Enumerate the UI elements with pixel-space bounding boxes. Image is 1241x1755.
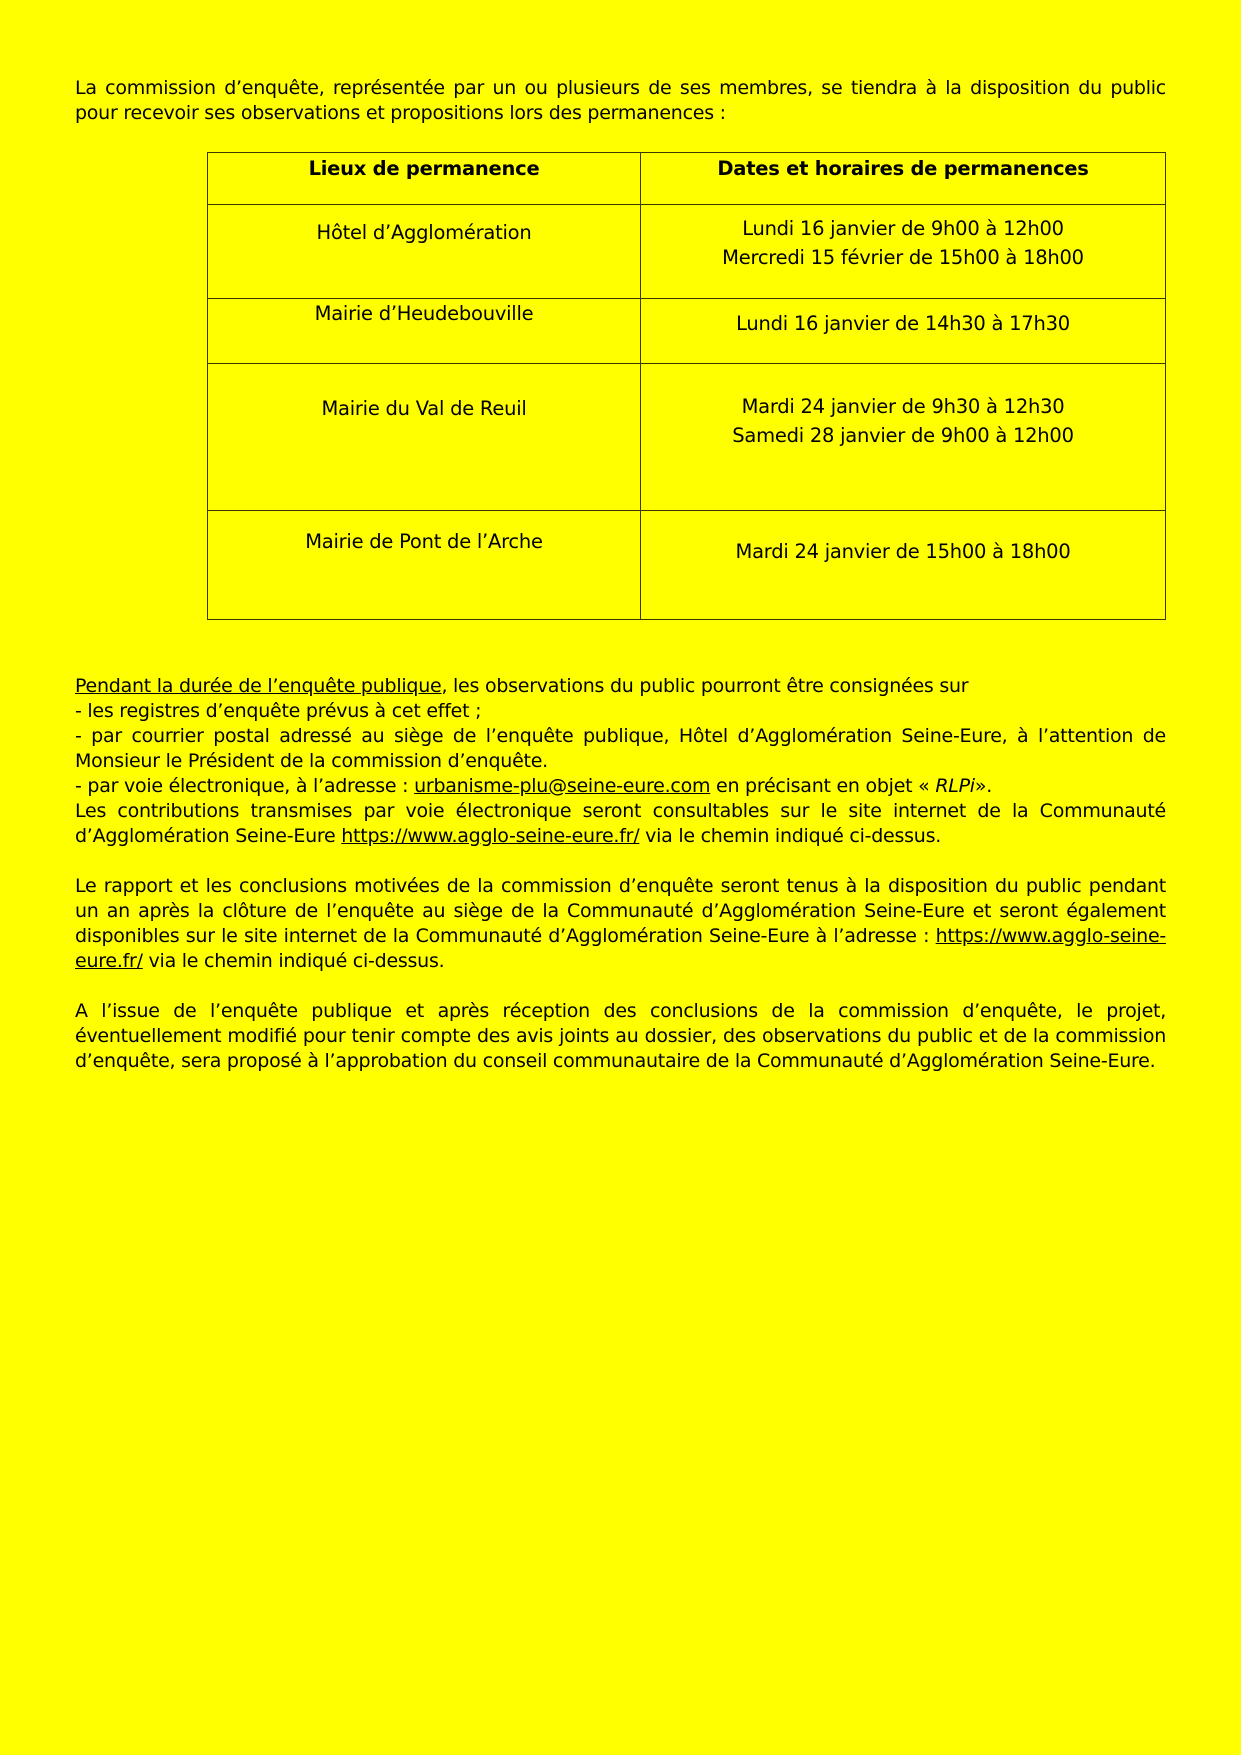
header-lieux: Lieux de permanence xyxy=(208,153,641,205)
dates-cell xyxy=(641,511,1166,620)
email-link[interactable]: urbanisme-plu@seine-eure.com xyxy=(414,775,711,797)
place-cell: Mairie d’Heudebouville xyxy=(208,299,641,364)
table-row xyxy=(208,364,1166,511)
table-row xyxy=(208,511,1166,620)
conclusion-paragraph: A l’issue de l’enquête publique et après réception des conclusions de la commission d’enquête, le projet, éventuellement modifié pour tenir compte des avis joints au dossier, des observations du public et de la commission d’enquête, sera proposé à l’approbation du conseil communautaire de la Communauté d’Agglomération Seine-Eure. xyxy=(75,1000,1166,1072)
dates-cell xyxy=(641,364,1166,511)
intro-paragraph: La commission d’enquête, représentée par un ou plusieurs de ses membres, se tiendra à la disposition du public pour recevoir ses observations et propositions lors des permanences : xyxy=(75,77,1166,124)
observations-lead xyxy=(75,674,1166,699)
permanence-table xyxy=(207,152,1166,620)
website-link[interactable]: https://www.agglo-seine-eure.fr/ xyxy=(341,825,640,847)
report-paragraph xyxy=(75,874,1166,974)
item3-object: RLPi xyxy=(935,775,975,797)
place-cell: Mairie du Val de Reuil xyxy=(208,364,641,511)
document-page xyxy=(75,76,1166,1074)
table-header-row xyxy=(208,153,1166,205)
place-cell: Hôtel d’Agglomération xyxy=(208,205,641,299)
date-line: Mercredi 15 février de 15h00 à 18h00 xyxy=(722,246,1084,269)
dates-cell xyxy=(641,299,1166,364)
contrib-after: via le chemin indiqué ci-dessus. xyxy=(639,825,942,847)
contrib-before: Les contributions transmises par voie électronique seront consultables sur le site internet de la Communauté d’Agglomération Seine-Eure xyxy=(75,800,1166,847)
item3-middle: en précisant en objet « xyxy=(710,775,936,797)
report-after: via le chemin indiqué ci-dessus. xyxy=(142,950,445,972)
header-dates: Dates et horaires de permanences xyxy=(641,153,1166,205)
date-line: Samedi 28 janvier de 9h00 à 12h00 xyxy=(732,424,1074,447)
observation-item-electronique xyxy=(75,774,1166,799)
date-line: Lundi 16 janvier de 14h30 à 17h30 xyxy=(736,312,1070,335)
item3-end: ». xyxy=(974,775,993,797)
report-website-link[interactable]: https://www.agglo-seine-eure.fr/ xyxy=(75,925,1166,972)
observations-lead-underlined: Pendant la durée de l’enquête publique xyxy=(75,675,442,697)
item3-before: - par voie électronique, à l’adresse : xyxy=(75,775,415,797)
observations-section xyxy=(75,674,1166,849)
report-before: Le rapport et les conclusions motivées de la commission d’enquête seront tenus à la disposition du public pendant un an après la clôture de l’enquête au siège de la Communauté d’Agglomération Seine-Eure et seront également disponibles sur le site internet de la Communauté d’Agglomération Seine-Eure à l’adresse : xyxy=(75,875,1166,947)
place-cell: Mairie de Pont de l’Arche xyxy=(208,511,641,620)
table-row xyxy=(208,299,1166,364)
date-line: Mardi 24 janvier de 15h00 à 18h00 xyxy=(735,540,1071,563)
date-line: Lundi 16 janvier de 9h00 à 12h00 xyxy=(742,217,1064,240)
contributions-paragraph xyxy=(75,799,1166,849)
dates-cell xyxy=(641,205,1166,299)
observations-lead-rest: , les observations du public pourront être consignées sur xyxy=(441,675,969,697)
observation-item-courrier: - par courrier postal adressé au siège de l’enquête publique, Hôtel d’Agglomération Seine-Eure, à l’attention de Monsieur le Président de la commission d’enquête. xyxy=(75,725,1166,772)
observation-item-registres: - les registres d’enquête prévus à cet effet ; xyxy=(75,700,482,722)
date-line: Mardi 24 janvier de 9h30 à 12h30 xyxy=(741,395,1065,418)
table-row xyxy=(208,205,1166,299)
